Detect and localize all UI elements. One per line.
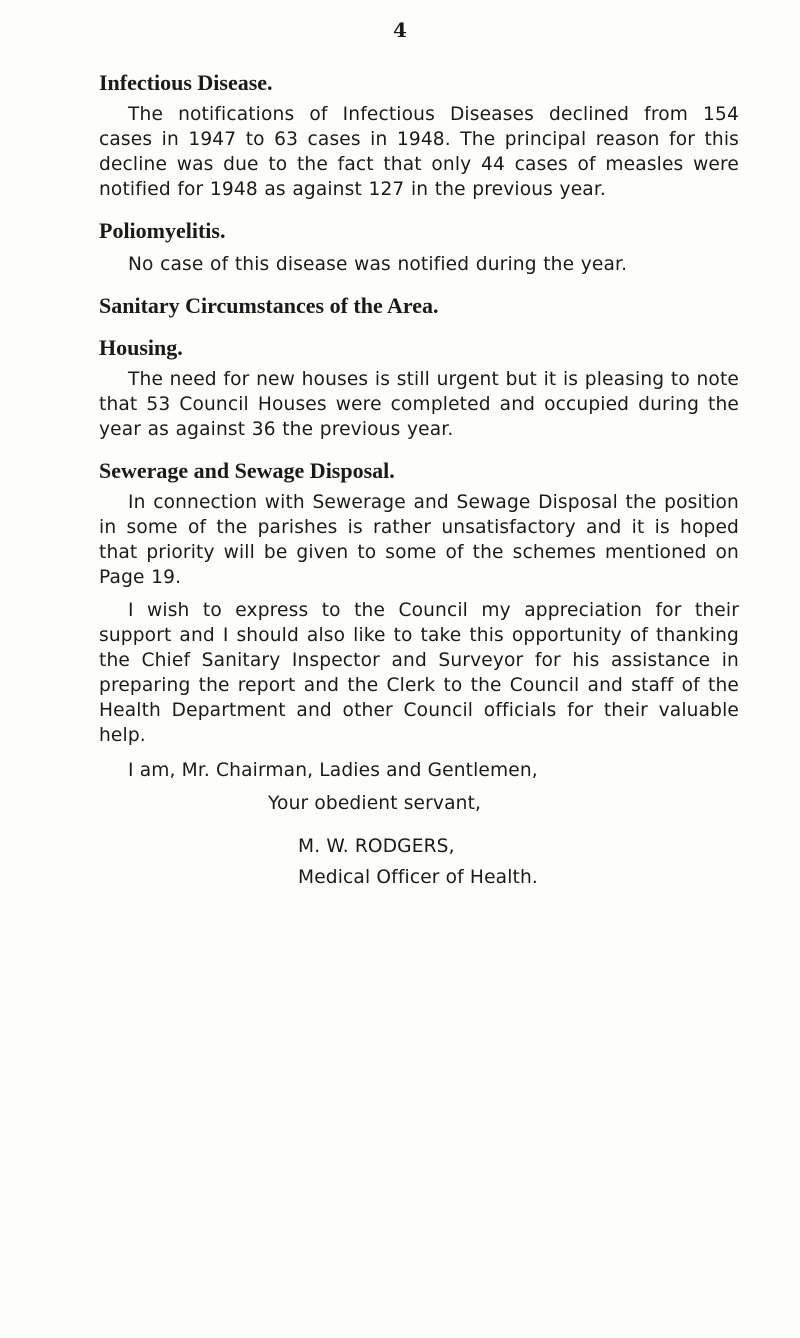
paragraph-housing: The need for new houses is still urgent but it is pleasing to note that 53 Council Houses were completed and occupied during the year as against 36 the previous year. bbox=[99, 369, 739, 440]
report-body bbox=[99, 70, 739, 890]
signatory-name: M. W. RODGERS, bbox=[298, 836, 455, 857]
heading-housing: Housing. bbox=[99, 335, 183, 360]
complimentary-close: Your obedient servant, bbox=[268, 793, 482, 814]
page-number: 4 bbox=[393, 18, 407, 42]
paragraph-poliomyelitis: No case of this disease was notified during the year. bbox=[128, 254, 628, 275]
heading-sewerage: Sewerage and Sewage Disposal. bbox=[99, 458, 395, 483]
heading-sanitary-circumstances: Sanitary Circumstances of the Area. bbox=[99, 293, 439, 318]
paragraph-sewerage: In connection with Sewerage and Sewage Disposal the position in some of the parishes is rather unsatisfactory and it is hoped that priority will be given to some of the schemes mentioned on Page 19. bbox=[99, 492, 739, 588]
closing-salutation: I am, Mr. Chairman, Ladies and Gentlemen, bbox=[128, 760, 538, 781]
heading-poliomyelitis: Poliomyelitis. bbox=[99, 218, 226, 243]
signatory-title: Medical Officer of Health. bbox=[298, 867, 538, 888]
heading-infectious-disease: Infectious Disease. bbox=[99, 70, 273, 95]
paragraph-acknowledgements: I wish to express to the Council my appreciation for their support and I should also like to take this opportunity of thanking the Chief Sanitary Inspector and Surveyor for his assistance in preparing the report and the Clerk to the Council and staff of the Health Department and other Council officials for their valuable help. bbox=[99, 600, 739, 746]
paragraph-infectious-disease: The notifications of Infectious Diseases declined from 154 cases in 1947 to 63 cases in 1948. The principal reason for this decline was due to the fact that only 44 cases of measles were notified for 1948 as against 127 in the previous year. bbox=[99, 104, 739, 200]
